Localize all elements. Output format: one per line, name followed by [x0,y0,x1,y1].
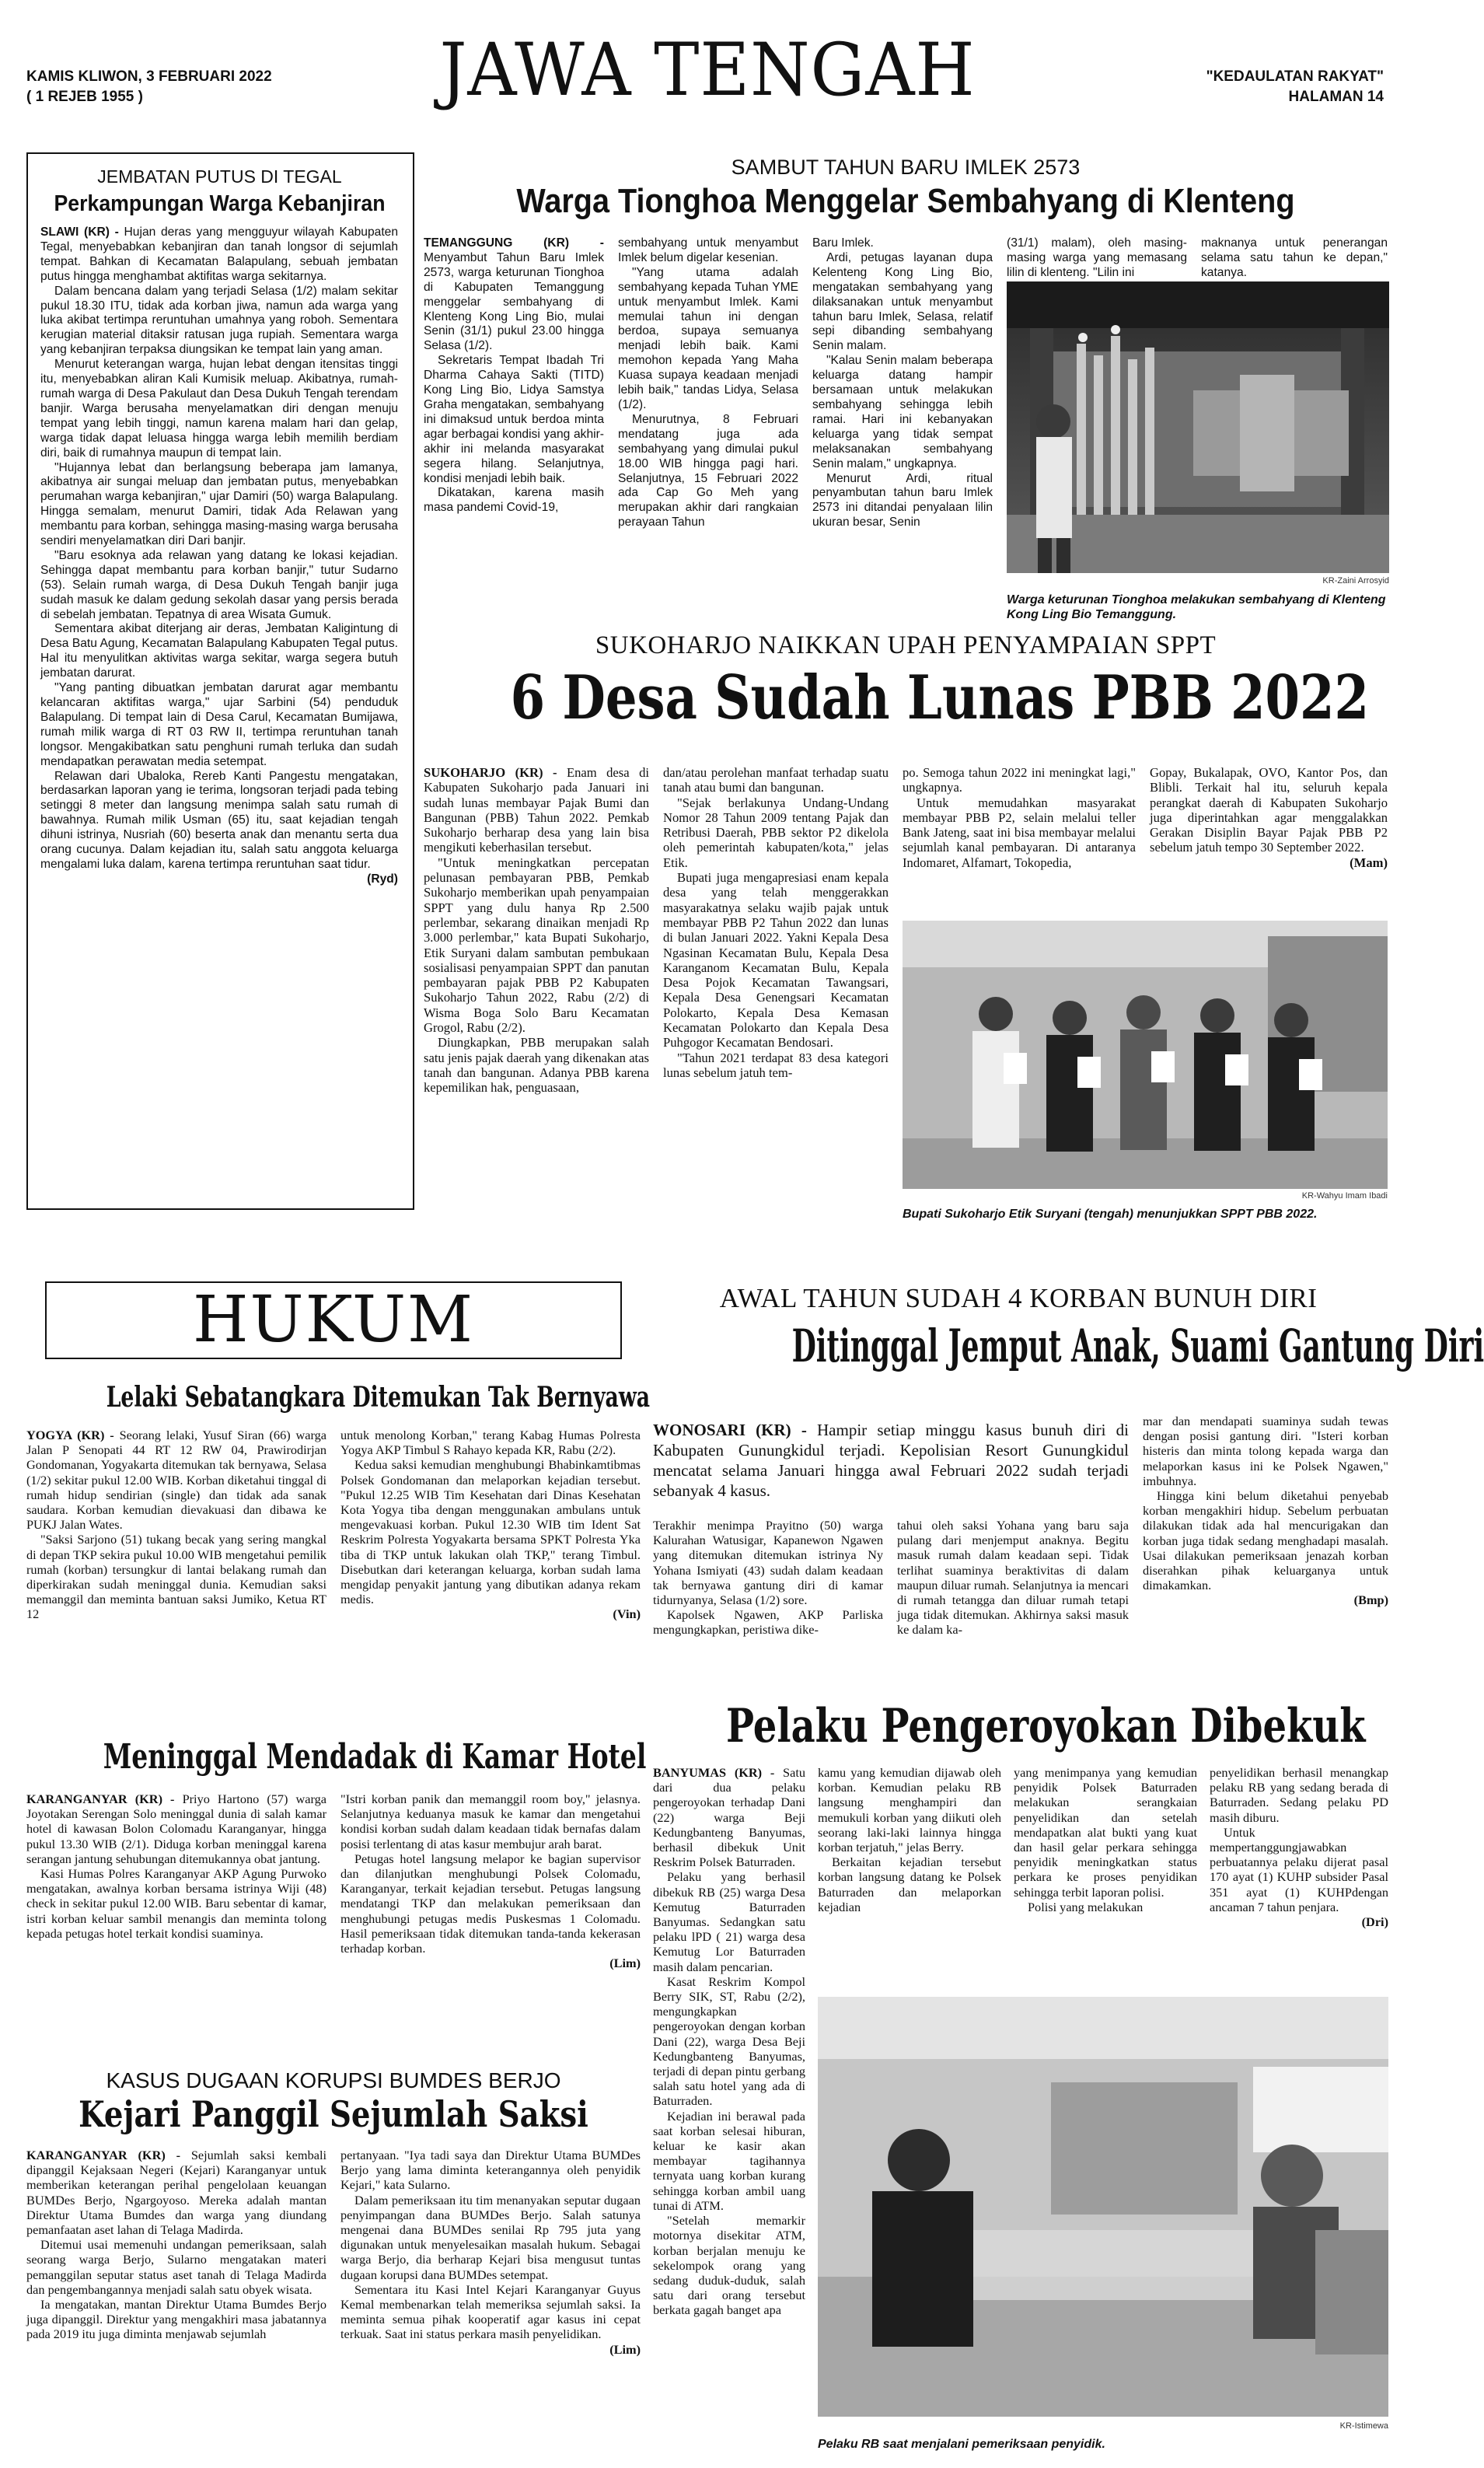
pengeroyok-paragraph: kamu yang kemudian dijawab oleh korban. Kemudian pelaku RB langsung menghampiri dan memukuli korban yang diikuti oleh seorang laki-laki lainnya hingga korban terjatuh," jelas Berry. [818,1765,1001,1855]
pbb-signature: (Mam) [1350,855,1388,870]
tegal-paragraph: "Yang panting dibuatkan jembatan darurat agar membantu kelancaran aktifitas warga," ujar Sarbini (54) penduduk Balapulang. Di tempat lain di Desa Carul, Kecamatan Bumijawa, rumah milik warga di RT 03 RW II, tertimpa reruntuhan tanah longsor. Mengakibatkan satu penghuni rumah terluka dan sudah mendapatkan perawatan media setempat. [40,681,398,768]
kejari-paragraph: pertanyaan. "Iya tadi saya dan Direktur Utama BUMDes Berjo yang lama diminta keterangannya oleh penyidik Kejari," kata Sularno. [340,2148,641,2193]
pengeroyok-photo [818,1997,1388,2417]
pengeroyok-photo-credit: KR-Istimewa [1339,2421,1388,2431]
tegal-paragraph: "Hujannya lebat dan berlangsung beberapa jam lamanya, akibatnya air sungai meluap dan jembatan putus, menyebabkan perumahan warga kebanjiran," ujar Damiri (50) warga Balapulang. Hingga semalam, menurut Damiri, tidak Ada Relawan yang membantu para korban, sehingga masing-masing warga berusaha sendiri menyelamatkan diri Dari banjir. [40,460,398,548]
bunuhdiri-paragraph: Hingga kini belum diketahui penyebab korban mengakhiri hidup. Sebelum perbuatan dilakukan tidak ada hal mencurigakan dan korban juga tidak sedang menghadapi masalah. Usai dilakukan pemeriksaan jenazah korban diserahkan pihak keluarganya untuk dimakamkan. [1143,1488,1388,1593]
bunuhdiri-dateline: WONOSARI (KR) - [653,1421,807,1439]
imlek-photo [1007,281,1389,573]
pengeroyok-paragraph: yang menimpanya yang kemudian penyidik Polsek Baturraden melakukan serangkaian penyelidikan dan setelah mendapatkan alat bukti yang kuat dan hasil gelar perkara sehingga penyidik meningkatkan status perkara ke proses penyidikan sehingga terbit laporan polisi. [1014,1765,1197,1900]
bunuhdiri-col-1 [653,1518,883,1638]
tegal-paragraph: Menurut keterangan warga, hujan lebat dengan itensitas tinggi itu, menyebabkan aliran Kali Kumisik meluap. Akibatnya, rumah-rumah warga di Desa Pakulaut dan Desa Dukuh Tengah terendam banjir. Warga berusaha menyelamatkan diri dengan menuju tempat yang lebih tinggi, namun karena malam hari dan gelap, warga tidak dapat leluasa hingga warga lebih memilih berdiam diri, baik di rumahnya maupun di tempat lain. [40,358,398,460]
pengeroyok-paragraph: Pelaku yang berhasil dibekuk RB (25) warga Desa Kemutug Baturraden Banyumas. Sedangkan satu pelaku lPD ( 21) warga desa Kemutug Lor Baturraden masih dalam pencarian. [653,1869,805,1974]
pbb-paragraph: Untuk memudahkan masyarakat membayar PBB P2, selain melalui teller Bank Jateng, saat ini bisa membayar melalui sejumlah kanal pembayaran. Di antaranya Indomaret, Alfamart, Tokopedia, [903,795,1136,870]
kejari-signature: (Lim) [609,2341,641,2357]
bunuhdiri-paragraph: mar dan mendapati suaminya sudah tewas dengan posisi gantung diri. "Isteri korban histeris dan minta tolong kepada warga dan melaporkan kasus ini ke Polsek Ngawen," imbuhnya. [1143,1414,1388,1488]
imlek-paragraph: Baru Imlek. [812,236,874,250]
tegal-paragraph: "Baru esoknya ada relawan yang datang ke lokasi kejadian. Sehingga dapat membantu para korban banjir," tutur Sudarno (53). Selain rumah warga, di Desa Dukuh Tengah banjir juga sudah masuk ke dalam gedung sekolah dasar yang persis berada di sebelah jembatan. Tepatnya di area Wisata Gumuk. [40,548,398,621]
tegal-headline: Perkampungan Warga Kebanjiran [54,191,386,216]
pbb-paragraph: Gopay, Bukalapak, OVO, Kantor Pos, dan Blibli. Terkait hal itu, seluruh kepala perangkat daerah di Kabupaten Sukoharjo juga diperintahkan agar menggalakkan Gerakan Disiplin Bayar Pajak PBB P2 sebelum jatuh tempo 30 September 2022. [1150,765,1388,855]
pbb-col-2 [663,765,889,1080]
pengeroyok-paragraph: Berkaitan kejadian tersebut korban langsung datang ke Polsek Baturraden dan melaporkan kejadian [818,1854,1001,1914]
kejari-paragraph: Sejumlah saksi kembali dipanggil Kejaksaan Negeri (Kejari) Karanganyar untuk memberikan keterangan perihal pengelolaan keuangan BUMDes Berjo, Ngargoyoso. Mereka adalah mantan Direktur Utama Bumdes dan warga yang diundang pemanfaatan aset lahan di Telaga Madirda. [26,2148,326,2238]
imlek-headline: Warga Tionghoa Menggelar Sembahyang di Klenteng [516,182,1295,220]
kejari-col-2 [340,2148,641,2357]
bunuhdiri-col-2 [897,1518,1129,1638]
pbb-paragraph: Diungkapkan, PBB merupakan salah satu jenis pajak daerah yang dikenakan atas tanah dan bangunan. Adanya PBB karena kepemilikan hak, penguasaan, [424,1035,649,1096]
imlek-paragraph: Sekretaris Tempat Ibadah Tri Dharma Cahaya Sakti (TITD) Kong Ling Bio, Lidya Samstya Graha mengatakan, sembahyang ini dimaksud untuk berdoa minta agar berbagai kondisi yang akhir-akhir ini melanda masyarakat segera hilang. Selanjutnya, kondisi menjadi lebih baik. [424,354,604,485]
pengeroyok-paragraph: Kejadian ini berawal pada saat korban selesai hiburan, keluar ke kasir akan membayar tagihannya ternyata uang korban kurang sehingga korban ambil uang tunai di ATM. [653,2108,805,2213]
imlek-paragraph: maknanya untuk penerangan selama satu tahun ke depan," katanya. [1201,236,1388,279]
imlek-paragraph: (31/1) malam), oleh masing-masing warga yang memasang lilin di klenteng. "Lilin ini [1007,236,1187,279]
pbb-paragraph: "Sejak berlakunya Undang-Undang Nomor 28 Tahun 2009 tentang Pajak dan Retribusi Daerah, PBB sektor P2 dikelola oleh pemerintah kabupaten/kota," jelas Etik. [663,795,889,870]
hotel-paragraph: Kasi Humas Polres Karanganyar AKP Agung Purwoko mengatakan, awalnya korban bersama istrinya Wiji (48) check in sekitar pukul 12.00 WIB. Baru sebentar di kamar, istri korban keluar sambil menangis dan meminta tolong kepada petugas hotel terkait kondisi suaminya. [26,1866,326,1941]
pbb-photo [903,921,1388,1189]
pbb-dateline: SUKOHARJO (KR) - [424,765,557,780]
kejari-paragraph: Dalam pemeriksaan itu tim menanyakan seputar dugaan penyimpangan dana BUMDes Berjo. Salah satunya mengenai dana BUMDes senilai Rp 795 juta yang digunakan untuk menyelesaikan masalah hukum. Sebagai warga Berjo, dia berharap Kejari bisa mengusut tuntas dugaan korupsi dana BUMDes setempat. [340,2192,641,2282]
pengeroyok-col-3 [1014,1765,1197,1914]
pbb-col-4 [1150,765,1388,870]
tegal-paragraph: Hujan deras yang mengguyur wilayah Kabupaten Tegal, menyebabkan kebanjiran dan tanah longsor di sejumlah tempat. Bahkan di Kecamatan Balapulang, sebuah jembatan putus hingga menghambat aktifitas warga sekitarnya. [40,225,398,283]
bunuhdiri-paragraph: Terakhir menimpa Prayitno (50) warga Kalurahan Watusigar, Kapanewon Ngawen yang ditemukan ditemukan istrinya Ny Yohana Ismiyati (43) sudah dalam keadaan tak bernyawa gantung diri di kamar tidurnyanya, Selasa (1/2) sore. [653,1518,883,1608]
pbb-paragraph: po. Semoga tahun 2022 ini meningkat lagi," ungkapnya. [903,765,1136,795]
kejari-paragraph: Ia mengatakan, mantan Direktur Utama Bumdes Berjo juga dipanggil. Direktur yang mengakhiri masa jabatannya pada 2019 itu juga diminta menjawab sejumlah [26,2297,326,2342]
tegal-paragraph: Relawan dari Ubaloka, Rereb Kanti Pangestu mengatakan, berdasarkan laporan yang ie terima, longsoran terjadi pada tebing setinggi 8 meter dan langsung menimpa salah satu rumah di bawahnya. Rumah milik Usman (65) itu, saat kejadian tengah dihuni istrinya, Nusriah (60) beserta anak dan menantu serta dua orang cucunya. Dalam kejadian itu, salah satu anggota keluarga mengalami luka dalam, karena tertimpa reruntuhan saat tidur. [40,769,398,871]
hijri-date: ( 1 REJEB 1955 ) [26,89,143,105]
page-number: HALAMAN 14 [1288,89,1384,105]
imlek-paragraph: sembahyang untuk menyambut Imlek belum digelar kesenian. [618,236,798,264]
pbb-col-3 [903,765,1136,870]
paper-name: "KEDAULATAN RAKYAT" [1206,68,1384,85]
lelaki-col-2 [340,1428,641,1622]
hotel-paragraph: Petugas hotel langsung melapor ke bagian supervisor dan dilanjutkan menghubungi Polsek Colomadu, Karanganyar, terkait kejadian tersebut. Petugas langsung mendatangi TKP dan melakukan pemeriksaan dan menghubungi petugas medis Puskesmas 1 Colomadu. Hasil pemeriksaan tidak ditemukan tanda-tanda kekerasan terhadap korban. [340,1851,641,1956]
pengeroyok-paragraph: Kasat Reskrim Kompol Berry SIK, ST, Rabu (2/2), mengungkapkan pengeroyokan dengan korban Dani (22), warga Desa Beji Kedungbanteng Banyumas, terjadi di depan pintu gerbang salah satu hotel yang ada di Baturraden. [653,1973,805,2109]
kejari-kicker: KASUS DUGAAN KORUPSI BUMDES BERJO [106,2068,561,2092]
hotel-dateline: KARANGANYAR (KR) - [26,1792,175,1806]
kejari-col-1 [26,2148,326,2342]
tegal-dateline: SLAWI (KR) - [40,225,119,239]
issue-date: KAMIS KLIWON, 3 FEBRUARI 2022 [26,68,272,85]
bunuhdiri-signature: (Bmp) [1353,1592,1388,1608]
lelaki-paragraph: Seorang lelaki, Yusuf Siran (66) warga Jalan P Senopati 44 RT 12 RW 04, Prawirodirjan Gondomanan, Yogyakarta ditemukan tak bernyawa, Selasa (1/2) sekitar pukul 12.00 WIB. Korban diketahui tinggal di rumah hidup sendirian (single) dan tidak ada sanak saudara. Korban kemudian dievakuasi dan dibawa ke PUKJ Jalan Wates. [26,1428,326,1533]
hotel-signature: (Lim) [609,1956,641,1971]
pengeroyok-paragraph: penyelidikan berhasil menangkap pelaku RB yang sedang berada di Baturraden. Sedang pelaku PD masih diburu. [1210,1765,1388,1825]
pbb-paragraph: Enam desa di Kabupaten Sukoharjo pada Januari ini sudah lunas membayar Pajak Bumi dan Bangunan (PBB) Tahun 2022. Pemkab Sukoharjo berharap desa yang lain bisa mengikuti keberhasilan tersebut. [424,765,649,855]
section-title: JAWA TENGAH [439,28,976,113]
pengeroyok-paragraph: Polisi yang melakukan [1028,1899,1144,1914]
kejari-paragraph: Ditemui usai memenuhi undangan pemeriksaan, salah seorang warga Berjo, Sularno mengatakan materi pemanggilan seputar status aset tanah di Telaga Madirda dan pengembangannya menjadi salah satu obyek wisata. [26,2237,326,2297]
kejari-headline: Kejari Panggil Sejumlah Saksi [79,2093,588,2135]
tegal-signature: (Ryd) [367,872,398,886]
hotel-paragraph: Priyo Hartono (57) warga Joyotakan Serengan Solo meninggal dunia di salah kamar hotel di kawasan Bolon Colomadu Karanganyar, hingga pukul 13.30 WIB (2/1). Diduga korban meninggal karena serangan jantung sehubungan ditemukannya obat jantung. [26,1792,327,1866]
tegal-paragraph: Dalam bencana dalam yang terjadi Selasa (1/2) malam sekitar pukul 18.30 ITU, tidak ada korban jiwa, namun ada warga yang luka akibat tertimpa reruntuhan umahnya yang roboh. Sementara kerugian material ditaksir ratusan juga rupiah. Sementara warga yang kebanjiran terpaksa diungsikan ke tempat lain yang aman. [40,284,398,357]
tegal-body [40,225,398,1197]
pengeroyok-col-1 [653,1765,805,2318]
pengeroyok-col-2 [818,1765,1001,1914]
pbb-paragraph: Bupati juga mengapresiasi enam kepala desa yang telah menggerakkan masyarakatnya selaku wajib pajak untuk membayar PBB P2 Tahun 2022 dan lunas di bulan Januari 2022. Yakni Kepala Desa Ngasinan Kecamatan Bulu, Kepala Desa Karanganom Kecamatan Bulu, Kepala Desa Pojok Kecamatan Tawangsari, Kepala Desa Genengsari Kecamatan Polokarto, Kepala Desa Kemasan Kecamatan Polokarto dan Kepala Desa Puhgogor Kecamatan Bendosari. [663,870,889,1050]
pengeroyok-paragraph: "Setelah memarkir motornya disekitar ATM, korban berjalan menuju ke sekelompok orang yang sedang duduk-duduk, salah satu dari orang tersebut berkata gagah banget apa [653,2213,805,2318]
hotel-paragraph: "Istri korban panik dan memanggil room boy," jelasnya. Selanjutnya keduanya masuk ke kamar dan mengetahui kondisi korban sudah dalam keadaan tidak bernafas dalam posisi terlentang di atas kasur membujur arah barat. [340,1792,641,1851]
imlek-paragraph: Menurutnya, 8 Februari mendatang juga ada sembahyang yang dimulai pukul 18.00 WIB hingga pagi hari. Selanjutnya, 15 Februari 2022 ada Cap Go Meh yang merupakan akhir dari rangkaian perayaan Tahun [618,412,798,530]
imlek-photo-credit: KR-Zaini Arrosyid [1322,576,1389,586]
imlek-paragraph: Menyambut Tahun Baru Imlek 2573, warga keturunan Tionghoa di Kabupaten Temanggung menggelar sembahyang di Klenteng Kong Ling Bio, mulai Senin (31/1) pukul 23.00 hingga Selasa (1/2). [424,250,604,353]
tegal-kicker: JEMBATAN PUTUS DI TEGAL [97,166,342,187]
pengeroyok-col-4 [1210,1765,1388,1929]
tegal-paragraph: Sementara akibat diterjang air deras, Jembatan Kaligintung di Desa Batu Agung, Kecamatan Balapulang Kabupaten Tegal putus. Hal itu menyulitkan aktivitas warga sekitar, warga segera butuh jembatan darurat. [40,622,398,680]
hukum-section-title: HUKUM [192,1283,475,1357]
kejari-paragraph: Sementara itu Kasi Intel Kejari Karanganyar Guyus Kemal membenarkan telah memeriksa sejumlah saksi. Ia meminta semua pihak kooperatif agar kasus ini cepat terkuak. Saat ini status perkara masih penyelidikan. [340,2281,641,2342]
pbb-headline: 6 Desa Sudah Lunas PBB 2022 [510,662,1370,733]
pbb-paragraph: "Tahun 2021 terdapat 83 desa kategori lunas sebelum jatuh tem- [663,1050,889,1080]
lelaki-col-1 [26,1428,326,1622]
pbb-col-1 [424,765,649,1096]
pengeroyok-paragraph: Untuk mempertanggungjawabkan perbuatannya pelaku dijerat pasal 170 ayat (1) KUHP subsider Pasal 351 ayat (1) KUHPdengan ancaman 7 tahun penjara. [1210,1824,1388,1914]
bunuhdiri-paragraph: tahui oleh saksi Yohana yang baru saja pulang dari menjemput anaknya. Begitu masuk rumah dalam keadaan sepi. Tidak terlihat suaminya beraktivitas di dalam maupun diluar rumah. Selanjutnya ia mencari di rumah tetangga dan diluar rumah tetapi juga tidak ditemukan. Akhirnya saksi masuk ke dalam ka- [897,1518,1129,1638]
hotel-col-1 [26,1792,326,1941]
hotel-col-2 [340,1792,641,1970]
imlek-col-2 [618,236,798,530]
pengeroyok-paragraph: Satu dari dua pelaku pengeroyokan terhadap Dani (22) warga Beji Kedungbanteng Banyumas, berhasil dibekuk Unit Reskrim Polsek Baturraden. [653,1765,805,1870]
lelaki-dateline: YOGYA (KR) - [26,1428,114,1442]
pengeroyok-signature: (Dri) [1361,1914,1388,1930]
pbb-photo-credit: KR-Wahyu Imam Ibadi [1301,1191,1388,1201]
imlek-kicker: SAMBUT TAHUN BARU IMLEK 2573 [731,156,1081,179]
hotel-headline: Meninggal Mendadak di Kamar Hotel [103,1737,647,1777]
pengeroyok-dateline: BANYUMAS (KR) - [653,1765,775,1780]
pengeroyok-caption: Pelaku RB saat menjalani pemeriksaan penyidik. [818,2438,1105,2451]
pbb-paragraph: "Untuk meningkatkan percepatan pelunasan pembayaran PBB, Pemkab Sukoharjo memberikan upah penyampaian SPPT yang dulu hanya Rp 2.500 perlembar, sekarang dinaikan menjadi Rp 3.000 perlembar," kata Bupati Sukoharjo, Etik Suryani dalam sambutan pembukaan sosialisasi penyampaian SPPT dan panutan pembayaran pajak PBB P2 Kabupaten Sukoharjo Tahun 2022, Rabu (2/2) di Wisma Boga Solo Baru Kecamatan Grogol, Rabu (2/2). [424,855,649,1036]
bunuhdiri-kicker: AWAL TAHUN SUDAH 4 KORBAN BUNUH DIRI [719,1283,1318,1313]
bunuhdiri-col-3 [1143,1414,1388,1608]
lelaki-headline: Lelaki Sebatangkara Ditemukan Tak Bernyawa [106,1381,651,1414]
imlek-paragraph: "Yang utama adalah sembahyang kepada Tuhan YME untuk menyambut Imlek. Kami memulai tahun ini dengan berdoa, supaya semuanya menjadi lebih baik. Kami memohon kepada Yang Maha Kuasa supaya keadaan menjadi lebih baik," tandas Lidya, Selasa (1/2). [618,265,798,411]
pbb-paragraph: dan/atau perolehan manfaat terhadap suatu tanah atau bumi dan bangunan. [663,765,889,795]
pbb-caption: Bupati Sukoharjo Etik Suryani (tengah) menunjukkan SPPT PBB 2022. [903,1208,1318,1221]
bunuhdiri-headline: Ditinggal Jemput Anak, Suami Gantung Diri [791,1320,1484,1372]
bunuhdiri-lead-text: Hampir setiap minggu kasus bunuh diri di Kabupaten Gunungkidul terjadi. Kepolisian Resort Gunungkidul mencatat selama Januari hingga awal Februari 2022 sudah terjadi sebanyak 4 kasus. [653,1421,1129,1500]
kejari-dateline: KARANGANYAR (KR) - [26,2148,180,2162]
pengeroyok-headline: Pelaku Pengeroyokan Dibekuk [726,1699,1366,1753]
lelaki-paragraph: Kedua saksi kemudian menghubungi Bhabinkamtibmas Polsek Gondomanan dan melaporkan kejadian tersebut. "Pukul 12.25 WIB Tim Kesehatan dari Dinas Kesehatan Kota Yogya tiba dengan menggunakan ambulans untuk mengevakuasi korban. Pukul 12.30 WIB tim Ident Sat Reskrim Polresta Yogyakarta bersama SPKT Polresta Yka tiba di TKP untuk lakukan olah TKP," terang Timbul. Disebutkan dari keterangan keluarga, korban sudah lama mengidap penyakit jantung yang dibutikan adanya rekam medis. [340,1457,641,1607]
imlek-paragraph: "Kalau Senin malam beberapa keluarga datang hampir bersamaan untuk melakukan sembahyang sehingga lebih ramai. Hari ini kebanyakan keluarga yang tidak sempat melaksanakan sembahyang Senin malam," ungkapnya. [812,354,993,470]
imlek-col-4 [1007,236,1187,281]
imlek-paragraph: Ardi, petugas layanan dupa Kelenteng Kong Ling Bio, mengatakan sembahyang yang dilaksanakan untuk menyambut tahun baru Imlek, Selasa, relatif sepi dibanding sembahyang Senin malam. [812,250,993,353]
imlek-col-3 [812,236,993,530]
lelaki-signature: (Vin) [613,1606,641,1622]
imlek-col-1 [424,236,604,516]
bunuhdiri-lead [653,1420,1129,1501]
imlek-paragraph: Dikatakan, karena masih masa pandemi Covid-19, [424,486,604,515]
lelaki-paragraph: untuk menolong Korban," terang Kabag Humas Polresta Yogya AKP Timbul S Rahayo kepada KR, Rabu (2/2). [340,1428,641,1458]
imlek-dateline: TEMANGGUNG (KR) - [424,236,604,250]
pbb-kicker: SUKOHARJO NAIKKAN UPAH PENYAMPAIAN SPPT [595,631,1217,659]
lelaki-paragraph: "Saksi Sarjono (51) tukang becak yang sering mangkal di depan TKP sekira pukul 10.00 WIB mengetahui pemilik rumah (korban) tersungkur di lantai belakang rumah dan diperkirakan sudah meninggal dunia. Kemudian saksi memanggil dan meminta bantuan saksi Jumiko, Ketua RT 12 [26,1532,326,1622]
bunuhdiri-paragraph: Kapolsek Ngawen, AKP Parliska mengungkapkan, peristiwa dike- [653,1607,883,1638]
imlek-caption: Warga keturunan Tionghoa melakukan sembahyang di Klenteng Kong Ling Bio Temanggung. [1007,593,1386,621]
imlek-paragraph: Menurut Ardi, ritual penyambutan tahun baru Imlek 2573 ini ditandai penyalaan lilin ukuran besar, Senin [812,471,993,530]
